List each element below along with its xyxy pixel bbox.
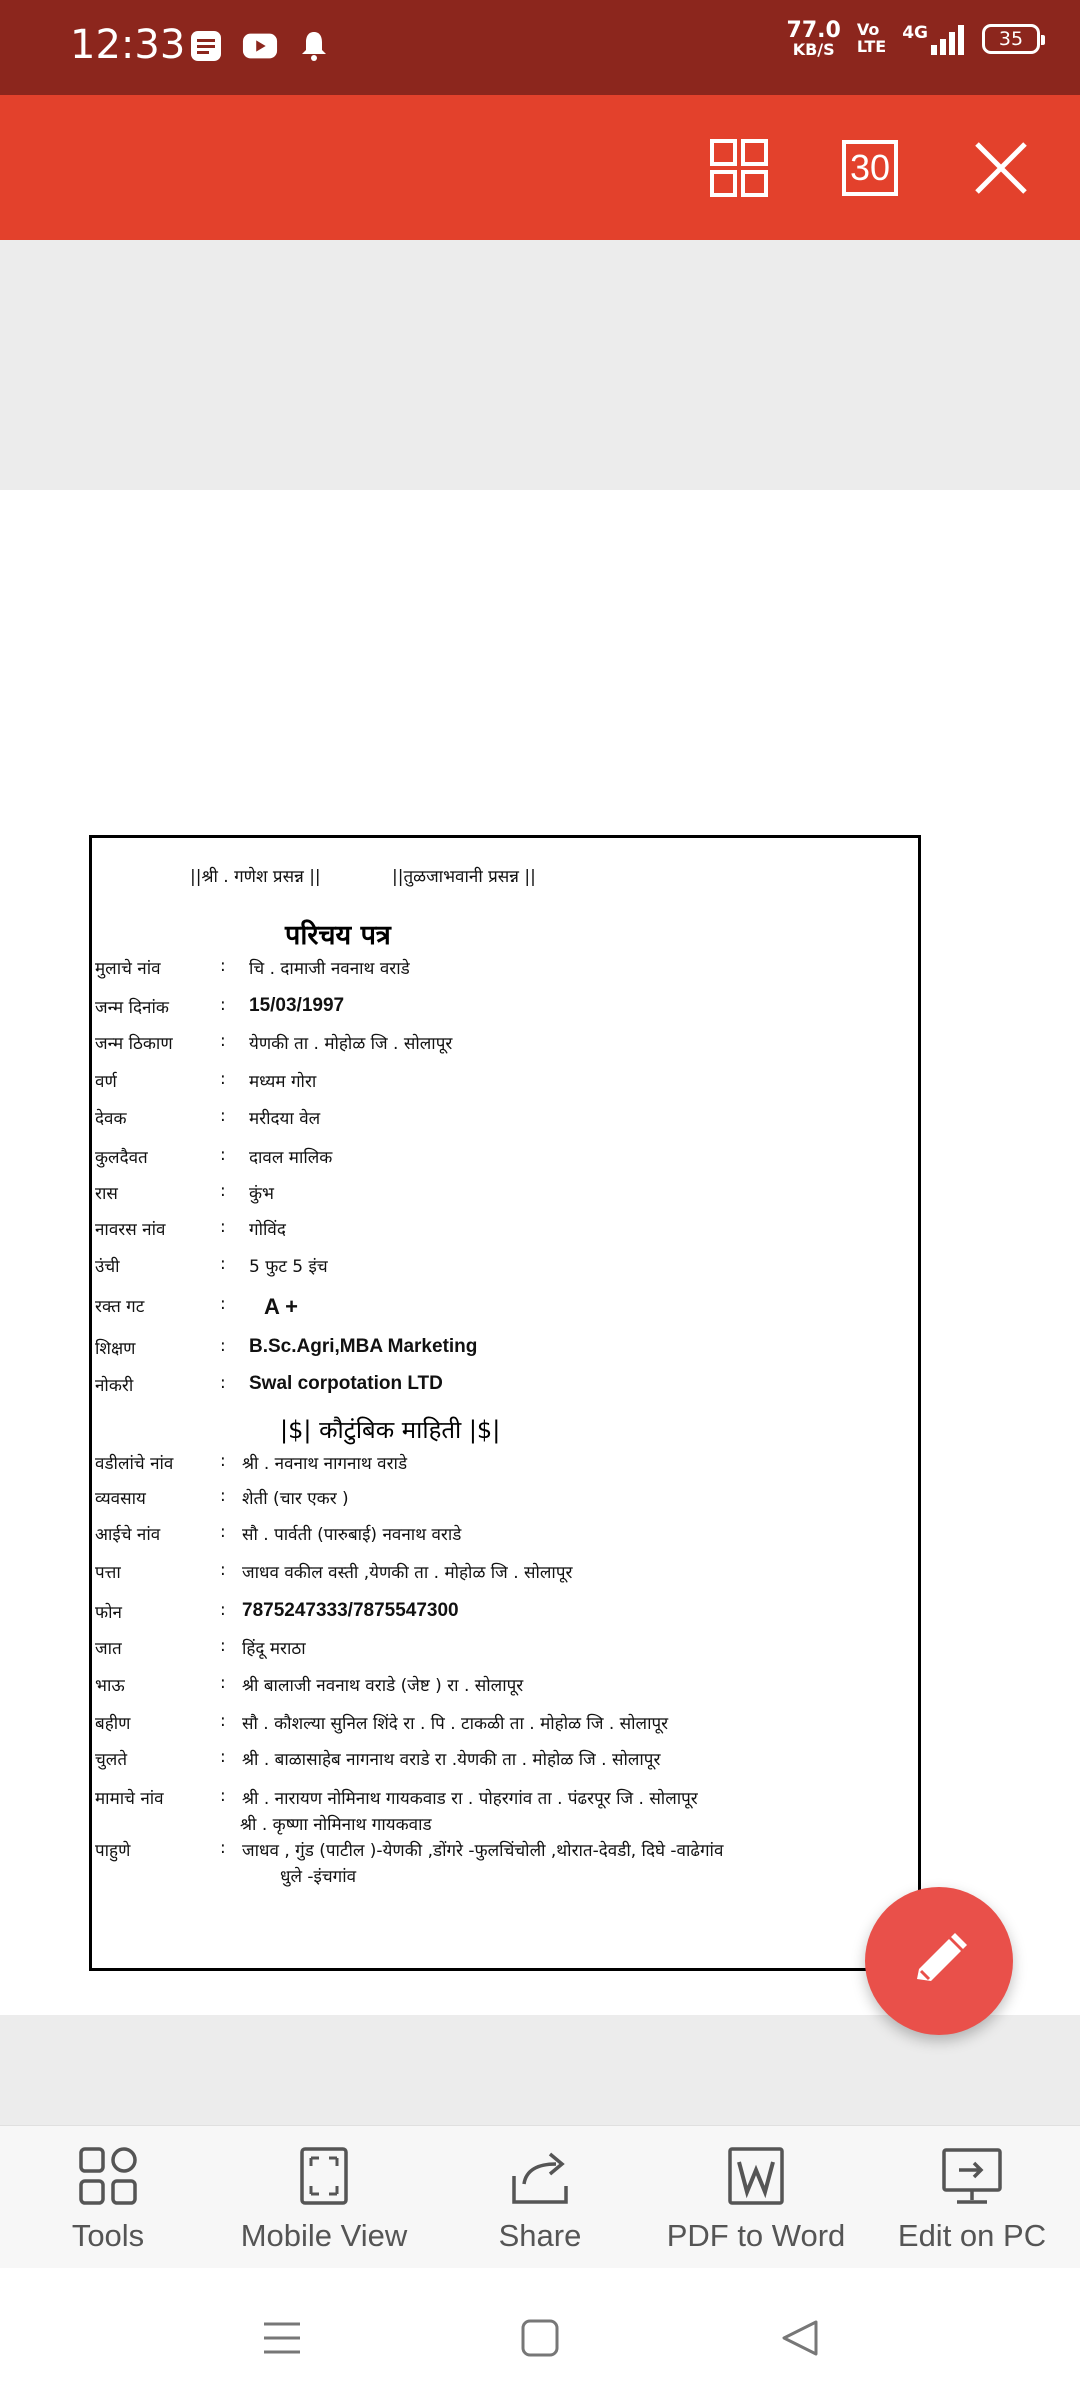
field-value: मरीदया वेल — [249, 1109, 321, 1129]
field-value: श्री . नारायण नोमिनाथ गायकवाड रा . पोहरगांव ता . पंढरपूर जि . सोलापूर — [242, 1789, 698, 1809]
field-colon: : — [220, 1838, 226, 1858]
field-colon: : — [220, 1181, 226, 1201]
field-value: श्री . बाळासाहेब नागनाथ वराडे रा .येणकी ता . मोहोळ जि . सोलापूर — [242, 1750, 661, 1770]
grid-view-icon — [709, 138, 769, 198]
word-icon — [724, 2144, 788, 2208]
field-value-continued: धुले -इंचगांव — [280, 1867, 357, 1887]
field-label: चुलते — [95, 1750, 128, 1770]
field-colon: : — [220, 1031, 226, 1051]
field-colon: : — [220, 995, 226, 1015]
mobile-view-button[interactable] — [216, 2126, 432, 2269]
back-triangle-icon — [780, 2318, 820, 2358]
notes-app-icon — [188, 28, 224, 64]
field-label: रास — [95, 1184, 118, 1204]
field-colon: : — [220, 1786, 226, 1806]
edit-on-pc-button[interactable] — [864, 2126, 1080, 2269]
system-nav-bar — [0, 2268, 1080, 2400]
field-value: सौ . पार्वती (पारुबाई) नवनाथ वराडे — [242, 1525, 462, 1545]
field-colon: : — [220, 1145, 226, 1165]
field-label: मुलाचे नांव — [95, 959, 161, 979]
field-value: 15/03/1997 — [249, 995, 345, 1016]
field-label: देवक — [95, 1109, 127, 1129]
status-time: 12:33 — [70, 22, 186, 68]
field-colon: : — [220, 1600, 226, 1620]
field-value: जाधव वकील वस्ती ,येणकी ता . मोहोळ जि . सोलापूर — [242, 1563, 573, 1583]
share-icon — [508, 2144, 572, 2208]
app-toolbar — [0, 95, 1080, 240]
monitor-icon — [940, 2144, 1004, 2208]
biodata-frame — [89, 835, 921, 1971]
field-value: जाधव , गुंड (पाटील )-येणकी ,डोंगरे -फुलचिंचोली ,थोरात-देवडी, दिघे -वाढेगांव — [242, 1841, 724, 1861]
menu-icon — [262, 2320, 302, 2356]
home-square-icon — [520, 2318, 560, 2358]
back-nav-button[interactable] — [770, 2308, 830, 2368]
field-value: येणकी ता . मोहोळ जि . सोलापूर — [249, 1034, 453, 1054]
status-right-cluster — [787, 20, 1040, 58]
pdf-page — [0, 490, 1080, 2015]
field-label: पत्ता — [95, 1563, 121, 1583]
field-label: बहीण — [95, 1714, 131, 1734]
field-value: कुंभ — [249, 1184, 275, 1204]
network-speed — [787, 20, 841, 58]
grid-view-button[interactable] — [704, 133, 774, 203]
field-colon: : — [220, 1636, 226, 1656]
document-viewer[interactable] — [0, 240, 1080, 2125]
close-button[interactable] — [966, 133, 1036, 203]
field-colon: : — [220, 1522, 226, 1542]
field-colon: : — [220, 1373, 226, 1393]
field-colon: : — [220, 1560, 226, 1580]
youtube-icon — [242, 28, 278, 64]
field-label: भाऊ — [95, 1676, 125, 1696]
network-type: 4G — [902, 23, 928, 43]
field-value: चि . दामाजी नवनाथ वराडे — [249, 959, 410, 979]
header-left: ||श्री . गणेश प्रसन्न || — [190, 867, 321, 887]
field-colon: : — [220, 1069, 226, 1089]
field-value: 5 फुट 5 इंच — [249, 1257, 328, 1277]
field-label: उंची — [95, 1257, 120, 1277]
volte-indicator — [857, 22, 886, 56]
field-label: शिक्षण — [95, 1339, 136, 1359]
field-label: व्यवसाय — [95, 1489, 146, 1509]
field-label: नावरस नांव — [95, 1220, 166, 1240]
field-label: रक्त गट — [95, 1297, 145, 1317]
field-value: सौ . कौशल्या सुनिल शिंदे रा . पि . टाकळी ता . मोहोळ जि . सोलापूर — [242, 1714, 669, 1734]
field-value: दावल मालिक — [249, 1148, 333, 1168]
field-colon: : — [220, 1294, 226, 1314]
bottom-action-bar — [0, 2125, 1080, 2268]
field-label: जात — [95, 1639, 122, 1659]
field-value: B.Sc.Agri,MBA Marketing — [249, 1336, 478, 1357]
field-colon: : — [220, 1673, 226, 1693]
field-value: श्री . नवनाथ नागनाथ वराडे — [242, 1454, 408, 1474]
mobile-view-label: Mobile View — [240, 2218, 408, 2253]
status-bar — [0, 0, 1080, 95]
tools-icon — [76, 2144, 140, 2208]
field-value: 7875247333/7875547300 — [242, 1600, 459, 1621]
field-label: नोकरी — [95, 1376, 134, 1396]
field-value: श्री बालाजी नवनाथ वराडे (जेष्ट ) रा . सोलापूर — [242, 1676, 524, 1696]
field-label: मामाचे नांव — [95, 1789, 164, 1809]
field-colon: : — [220, 1747, 226, 1767]
field-colon: : — [220, 1486, 226, 1506]
edit-on-pc-label: Edit on PC — [897, 2218, 1047, 2253]
mobile-view-icon — [292, 2144, 356, 2208]
menu-nav-button[interactable] — [252, 2308, 312, 2368]
volte-bottom: LTE — [856, 37, 887, 56]
field-label: वडीलांचे नांव — [95, 1454, 174, 1474]
section-heading: |$| कौटुंबिक माहिती |$| — [280, 1416, 501, 1444]
field-value: शेती (चार एकर ) — [242, 1489, 349, 1509]
tools-label: Tools — [71, 2218, 145, 2253]
pdf-to-word-button[interactable] — [648, 2126, 864, 2269]
field-label: पाहुणे — [95, 1841, 131, 1861]
field-colon: : — [220, 1254, 226, 1274]
field-value: गोविंद — [249, 1220, 286, 1240]
field-label: जन्म ठिकाण — [95, 1034, 173, 1054]
home-nav-button[interactable] — [510, 2308, 570, 2368]
share-label: Share — [498, 2218, 582, 2253]
volte-top: Vo — [856, 20, 880, 40]
field-value: Swal corpotation LTD — [249, 1373, 443, 1394]
field-colon: : — [220, 1711, 226, 1731]
battery-icon — [982, 24, 1040, 54]
net-speed-unit: KB/S — [792, 40, 835, 59]
field-colon: : — [220, 1336, 226, 1356]
field-value: मध्यम गोरा — [249, 1072, 317, 1092]
net-speed-value: 77.0 — [786, 18, 841, 43]
field-label: कुलदैवत — [95, 1148, 148, 1168]
header-right: ||तुळजाभवानी प्रसन्न || — [392, 867, 536, 887]
field-value: हिंदू मराठा — [242, 1639, 306, 1659]
document-title: परिचय पत्र — [285, 920, 391, 951]
field-label: आईचे नांव — [95, 1525, 161, 1545]
field-colon: : — [220, 1451, 226, 1471]
page-count-button[interactable] — [835, 133, 905, 203]
bell-icon — [296, 28, 332, 64]
tools-button[interactable] — [0, 2126, 216, 2269]
field-colon: : — [220, 1217, 226, 1237]
field-value: A + — [264, 1294, 299, 1319]
page-count: 30 — [842, 140, 898, 196]
field-label: वर्ण — [95, 1072, 117, 1092]
field-colon: : — [220, 956, 226, 976]
close-icon — [971, 138, 1031, 198]
pencil-icon — [907, 1929, 971, 1993]
share-button[interactable] — [432, 2126, 648, 2269]
field-label: फोन — [95, 1603, 122, 1623]
edit-fab-button[interactable] — [865, 1887, 1013, 2035]
field-colon: : — [220, 1106, 226, 1126]
battery-level: 35 — [998, 28, 1024, 50]
signal-icon — [902, 23, 966, 55]
field-label: जन्म दिनांक — [95, 998, 169, 1018]
pdf-to-word-label: PDF to Word — [666, 2218, 846, 2253]
field-value-continued: श्री . कृष्णा नोमिनाथ गायकवाड — [240, 1815, 432, 1835]
notification-icons — [188, 28, 332, 64]
